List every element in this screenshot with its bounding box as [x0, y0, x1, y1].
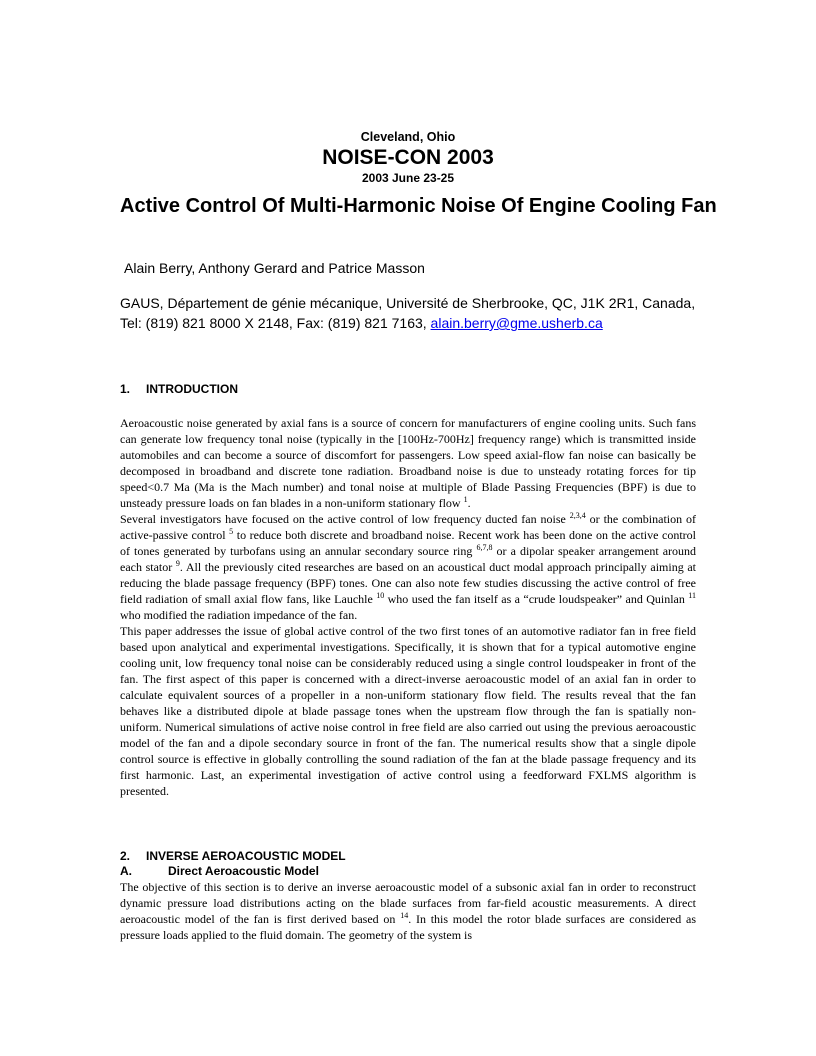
- paragraph-text: who modified the radiation impedance of the fan.: [120, 608, 358, 622]
- paragraph-text: Several investigators have focused on the active control of low frequency ducted fan noise: [120, 512, 566, 526]
- affiliation-text: GAUS, Département de génie mécanique, Université de Sherbrooke, QC, J1K 2R1, Canada, Tel: (819) 821 8000 X 2148, Fax: (819) 821 7163,: [120, 295, 696, 331]
- paragraph: This paper addresses the issue of global active control of the two first tones of an automotive radiator fan in free field based upon analytical and experimental investigations. Specifically, it is shown that for a typical automotive engine cooling unit, low frequency tonal noise can be considerably reduced using a single control loudspeaker in front of the fan. The first aspect of this paper is concerned with a direct-inverse aeroacoustic model of an axial fan in order to calculate equivalent sources of a propeller in a non-uniform stationary flow field. The results reveal that the fan behaves like a distributed dipole at blade passage tones when the upstream flow through the fan is spatially non-uniform. Numerical simulations of active noise control in free field are also carried out using the previous aeroacoustic model of the fan and a dipole secondary source in front of the fan. The numerical results show that a single dipole control source is effective in globally controlling the sound radiation of the fan at the blade passage frequency and its first harmonic. Last, an experimental investigation of active control using a feedforward FXLMS algorithm is presented.: [120, 624, 696, 798]
- citation: 9: [175, 559, 180, 568]
- citation: 1: [463, 495, 468, 504]
- paragraph-text: or a dipolar speaker arrangement around each stator: [120, 544, 697, 574]
- inverse-model-body: [120, 879, 696, 943]
- citation: 14: [400, 911, 409, 920]
- conference-location: Cleveland, Ohio: [360, 130, 456, 144]
- email-link[interactable]: alain.berry@gme.usherb.ca: [430, 315, 603, 331]
- conference-date: 2003 June 23-25: [361, 171, 455, 185]
- paragraph-text: Aeroacoustic noise generated by axial fans is a source of concern for manufacturers of engine cooling units. Such fans can generate low frequency tonal noise (typically in the [100Hz-700Hz] frequency range) which is transmitted inside automobiles and can become a source of discomfort for passengers. Low speed axial-flow fan noise can basically be decomposed in broadband and discrete tone radiation. Broadband noise is due to unsteady rotating forces for tip speed<0.7 Ma (Ma is the Mach number) and tonal noise at multiple of Blade Passing Frequencies (BPF) is due to unsteady pressure loads on fan blades in a non-uniform stationary flow: [120, 416, 696, 510]
- paragraph-text: The objective of this section is to derive an inverse aeroacoustic model of a subsonic axial fan in order to reconstruct dynamic pressure load distributions acting on the blade surfaces from far-field acoustic measurements. A direct aeroacoustic model of the fan is first derived based on: [120, 880, 696, 926]
- subsection-heading: [120, 864, 319, 878]
- paper-title: Active Control Of Multi-Harmonic Noise Of Engine Cooling Fan: [120, 195, 717, 217]
- paragraph-text: . All the previously cited researches are based on an acoustical duct modal approach principally aiming at reducing the blade passage frequency (BPF) tones. One can also note few studies discussing the active control of free field radiation of small axial flow fans, like Lauchle: [120, 560, 696, 606]
- section-number: 1.: [120, 382, 131, 396]
- section-heading-introduction: [120, 382, 238, 396]
- paragraph: [120, 879, 696, 943]
- section-title: INTRODUCTION: [146, 382, 238, 396]
- paragraph-text: who used the fan itself as a “crude loudspeaker” and Quinlan: [387, 592, 685, 606]
- section-number: 2.: [120, 849, 131, 863]
- section-heading-inverse-model: [120, 849, 346, 863]
- affiliation: [120, 293, 720, 333]
- introduction-body: [120, 415, 696, 799]
- paragraph-text: .: [467, 496, 471, 510]
- subsection-title: Direct Aeroacoustic Model: [168, 864, 319, 878]
- subsection-number: A.: [120, 864, 132, 878]
- section-title: INVERSE AEROACOUSTIC MODEL: [146, 849, 346, 863]
- paragraph-text: to reduce both discrete and broadband noise. Recent work has been done on the active control of tones generated by turbofans using an annular secondary source ring: [120, 528, 697, 558]
- paper-authors: Alain Berry, Anthony Gerard and Patrice Masson: [124, 260, 425, 276]
- citation: 10: [376, 591, 385, 600]
- citation: 11: [688, 591, 696, 600]
- paragraph-text: . In this model the rotor blade surfaces are considered as pressure loads applied to the fluid domain. The geometry of the system is: [120, 912, 697, 942]
- citation: 6,7,8: [476, 543, 493, 552]
- paragraph: [120, 511, 696, 623]
- paragraph: [120, 415, 696, 511]
- paragraph-text: or the combination of active-passive control: [120, 512, 697, 542]
- conference-name: NOISE-CON 2003: [322, 146, 494, 169]
- citation: 5: [229, 527, 234, 536]
- citation: 2,3,4: [569, 511, 586, 520]
